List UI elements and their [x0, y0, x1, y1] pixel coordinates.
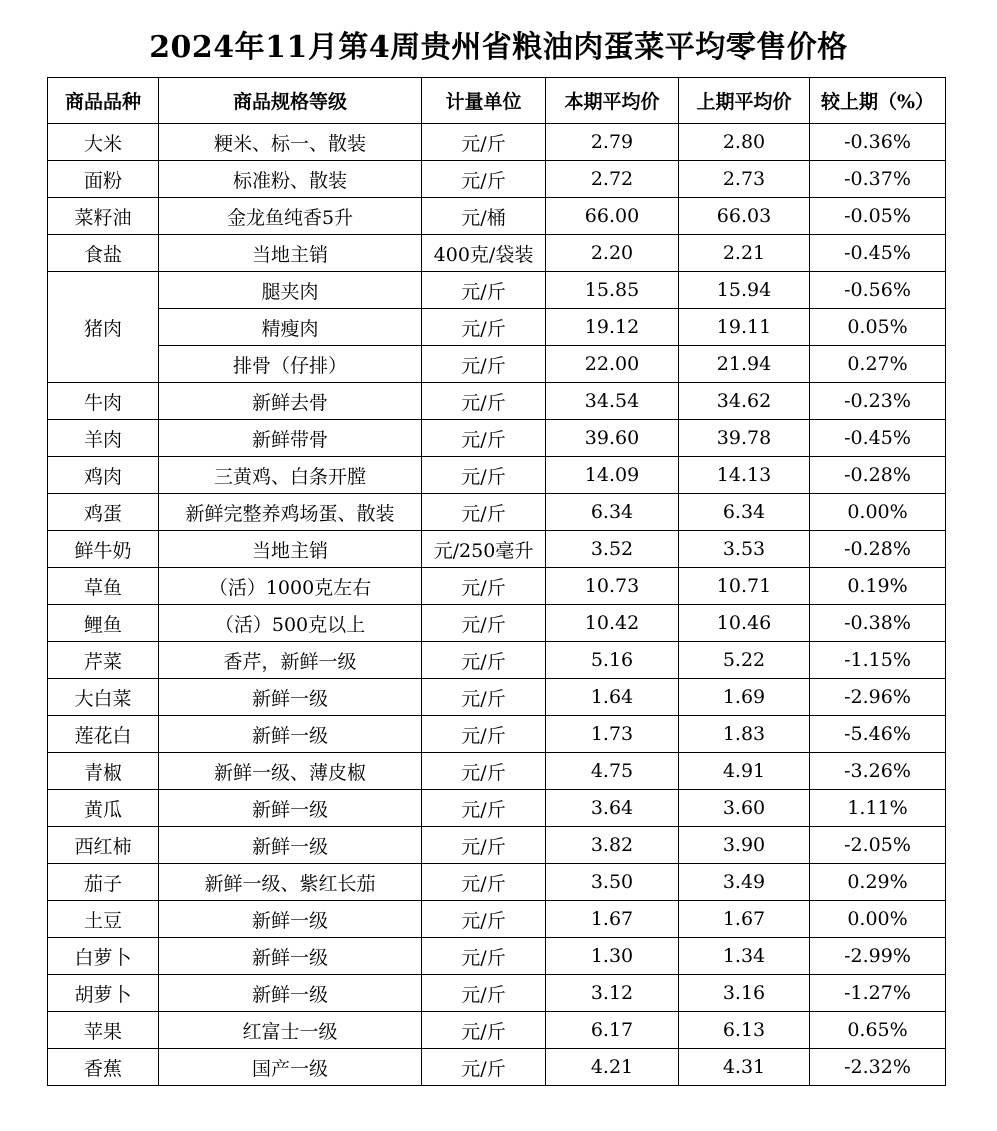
unit-cell: 400克/袋装 [422, 235, 546, 272]
previous-price-cell: 66.03 [679, 198, 810, 235]
table-row [48, 235, 946, 272]
table-row [48, 161, 946, 198]
product-name-cell: 苹果 [48, 1012, 159, 1049]
table-row [48, 864, 946, 901]
change-cell: -2.96% [810, 679, 946, 716]
column-header-name: 商品品种 [48, 78, 159, 124]
table-row [48, 605, 946, 642]
spec-cell: 当地主销 [159, 235, 422, 272]
change-cell: 1.11% [810, 790, 946, 827]
spec-cell: 新鲜一级 [159, 827, 422, 864]
table-row [48, 568, 946, 605]
spec-cell: 粳米、标一、散装 [159, 124, 422, 161]
change-cell: -0.37% [810, 161, 946, 198]
current-price-cell: 10.42 [546, 605, 679, 642]
table-row [48, 457, 946, 494]
previous-price-cell: 5.22 [679, 642, 810, 679]
product-name-cell: 草鱼 [48, 568, 159, 605]
current-price-cell: 3.82 [546, 827, 679, 864]
unit-cell: 元/斤 [422, 790, 546, 827]
table-row [48, 309, 946, 346]
current-price-cell: 1.67 [546, 901, 679, 938]
previous-price-cell: 39.78 [679, 420, 810, 457]
change-cell: 0.00% [810, 901, 946, 938]
previous-price-cell: 6.34 [679, 494, 810, 531]
unit-cell: 元/斤 [422, 753, 546, 790]
unit-cell: 元/斤 [422, 605, 546, 642]
change-cell: -1.27% [810, 975, 946, 1012]
current-price-cell: 1.64 [546, 679, 679, 716]
current-price-cell: 4.75 [546, 753, 679, 790]
unit-cell: 元/斤 [422, 716, 546, 753]
table-row [48, 975, 946, 1012]
current-price-cell: 6.34 [546, 494, 679, 531]
product-name-cell: 黄瓜 [48, 790, 159, 827]
current-price-cell: 1.30 [546, 938, 679, 975]
spec-cell: 标准粉、散装 [159, 161, 422, 198]
product-name-cell: 白萝卜 [48, 938, 159, 975]
header-row [48, 78, 946, 124]
previous-price-cell: 2.80 [679, 124, 810, 161]
table-row [48, 716, 946, 753]
previous-price-cell: 1.67 [679, 901, 810, 938]
unit-cell: 元/斤 [422, 827, 546, 864]
table-row [48, 494, 946, 531]
current-price-cell: 22.00 [546, 346, 679, 383]
unit-cell: 元/斤 [422, 642, 546, 679]
spec-cell: 新鲜一级 [159, 975, 422, 1012]
previous-price-cell: 3.53 [679, 531, 810, 568]
table-body [48, 124, 946, 1086]
previous-price-cell: 3.90 [679, 827, 810, 864]
unit-cell: 元/斤 [422, 346, 546, 383]
change-cell: 0.29% [810, 864, 946, 901]
spec-cell: 新鲜一级 [159, 901, 422, 938]
table-row [48, 198, 946, 235]
current-price-cell: 4.21 [546, 1049, 679, 1086]
previous-price-cell: 10.71 [679, 568, 810, 605]
change-cell: -2.99% [810, 938, 946, 975]
current-price-cell: 6.17 [546, 1012, 679, 1049]
unit-cell: 元/斤 [422, 568, 546, 605]
current-price-cell: 10.73 [546, 568, 679, 605]
current-price-cell: 1.73 [546, 716, 679, 753]
table-row [48, 1049, 946, 1086]
product-name-cell: 牛肉 [48, 383, 159, 420]
product-name-cell: 鸡肉 [48, 457, 159, 494]
unit-cell: 元/250毫升 [422, 531, 546, 568]
current-price-cell: 39.60 [546, 420, 679, 457]
change-cell: -2.32% [810, 1049, 946, 1086]
unit-cell: 元/斤 [422, 494, 546, 531]
previous-price-cell: 1.83 [679, 716, 810, 753]
spec-cell: 新鲜完整养鸡场蛋、散装 [159, 494, 422, 531]
column-header-spec: 商品规格等级 [159, 78, 422, 124]
previous-price-cell: 6.13 [679, 1012, 810, 1049]
spec-cell: 金龙鱼纯香5升 [159, 198, 422, 235]
product-name-cell: 大白菜 [48, 679, 159, 716]
unit-cell: 元/斤 [422, 679, 546, 716]
spec-cell: （活）500克以上 [159, 605, 422, 642]
spec-cell: 香芹，新鲜一级 [159, 642, 422, 679]
current-price-cell: 15.85 [546, 272, 679, 309]
spec-cell: 新鲜一级 [159, 716, 422, 753]
product-name-cell: 羊肉 [48, 420, 159, 457]
previous-price-cell: 2.73 [679, 161, 810, 198]
unit-cell: 元/斤 [422, 161, 546, 198]
spec-cell: 新鲜一级 [159, 679, 422, 716]
change-cell: -3.26% [810, 753, 946, 790]
unit-cell: 元/斤 [422, 1012, 546, 1049]
change-cell: -0.36% [810, 124, 946, 161]
product-name-cell: 鲤鱼 [48, 605, 159, 642]
spec-cell: 精瘦肉 [159, 309, 422, 346]
current-price-cell: 14.09 [546, 457, 679, 494]
page-title: 2024年11月第4周贵州省粮油肉蛋菜平均零售价格 [149, 30, 848, 65]
spec-cell: 新鲜带骨 [159, 420, 422, 457]
column-header-change: 较上期（%） [810, 78, 946, 124]
change-cell: 0.19% [810, 568, 946, 605]
unit-cell: 元/斤 [422, 272, 546, 309]
unit-cell: 元/桶 [422, 198, 546, 235]
product-name-cell: 青椒 [48, 753, 159, 790]
spec-cell: （活）1000克左右 [159, 568, 422, 605]
change-cell: -0.28% [810, 531, 946, 568]
previous-price-cell: 3.60 [679, 790, 810, 827]
product-name-cell: 鸡蛋 [48, 494, 159, 531]
table-row [48, 679, 946, 716]
unit-cell: 元/斤 [422, 975, 546, 1012]
change-cell: 0.05% [810, 309, 946, 346]
table-row [48, 420, 946, 457]
current-price-cell: 2.20 [546, 235, 679, 272]
unit-cell: 元/斤 [422, 901, 546, 938]
table-row [48, 753, 946, 790]
change-cell: -2.05% [810, 827, 946, 864]
spec-cell: 新鲜一级 [159, 790, 422, 827]
previous-price-cell: 3.16 [679, 975, 810, 1012]
change-cell: 0.65% [810, 1012, 946, 1049]
table-row [48, 383, 946, 420]
product-name-cell: 土豆 [48, 901, 159, 938]
product-name-cell: 香蕉 [48, 1049, 159, 1086]
column-header-current: 本期平均价 [546, 78, 679, 124]
change-cell: -0.05% [810, 198, 946, 235]
spec-cell: 当地主销 [159, 531, 422, 568]
change-cell: -1.15% [810, 642, 946, 679]
table-row [48, 790, 946, 827]
change-cell: 0.00% [810, 494, 946, 531]
spec-cell: 国产一级 [159, 1049, 422, 1086]
product-name-cell: 食盐 [48, 235, 159, 272]
table-row [48, 1012, 946, 1049]
column-header-unit: 计量单位 [422, 78, 546, 124]
product-name-cell: 芹菜 [48, 642, 159, 679]
previous-price-cell: 1.34 [679, 938, 810, 975]
product-name-cell: 西红柿 [48, 827, 159, 864]
previous-price-cell: 2.21 [679, 235, 810, 272]
table-row [48, 901, 946, 938]
previous-price-cell: 10.46 [679, 605, 810, 642]
change-cell: 0.27% [810, 346, 946, 383]
unit-cell: 元/斤 [422, 864, 546, 901]
unit-cell: 元/斤 [422, 938, 546, 975]
previous-price-cell: 3.49 [679, 864, 810, 901]
change-cell: -0.28% [810, 457, 946, 494]
spec-cell: 新鲜一级、薄皮椒 [159, 753, 422, 790]
unit-cell: 元/斤 [422, 124, 546, 161]
table-row [48, 346, 946, 383]
unit-cell: 元/斤 [422, 1049, 546, 1086]
table-row [48, 827, 946, 864]
current-price-cell: 3.52 [546, 531, 679, 568]
product-name-cell: 猪肉 [48, 272, 159, 383]
spec-cell: 新鲜一级、紫红长茄 [159, 864, 422, 901]
current-price-cell: 34.54 [546, 383, 679, 420]
change-cell: -0.38% [810, 605, 946, 642]
product-name-cell: 菜籽油 [48, 198, 159, 235]
previous-price-cell: 15.94 [679, 272, 810, 309]
spec-cell: 红富士一级 [159, 1012, 422, 1049]
unit-cell: 元/斤 [422, 309, 546, 346]
product-name-cell: 茄子 [48, 864, 159, 901]
unit-cell: 元/斤 [422, 457, 546, 494]
spec-cell: 新鲜去骨 [159, 383, 422, 420]
spec-cell: 腿夹肉 [159, 272, 422, 309]
previous-price-cell: 4.31 [679, 1049, 810, 1086]
table-row [48, 531, 946, 568]
previous-price-cell: 4.91 [679, 753, 810, 790]
current-price-cell: 3.50 [546, 864, 679, 901]
column-header-previous: 上期平均价 [679, 78, 810, 124]
previous-price-cell: 14.13 [679, 457, 810, 494]
table-row [48, 272, 946, 309]
spec-cell: 排骨（仔排） [159, 346, 422, 383]
table-row [48, 938, 946, 975]
table-row [48, 124, 946, 161]
product-name-cell: 莲花白 [48, 716, 159, 753]
unit-cell: 元/斤 [422, 383, 546, 420]
previous-price-cell: 34.62 [679, 383, 810, 420]
change-cell: -0.45% [810, 420, 946, 457]
current-price-cell: 19.12 [546, 309, 679, 346]
current-price-cell: 2.72 [546, 161, 679, 198]
spec-cell: 新鲜一级 [159, 938, 422, 975]
table-row [48, 642, 946, 679]
previous-price-cell: 19.11 [679, 309, 810, 346]
product-name-cell: 胡萝卜 [48, 975, 159, 1012]
product-name-cell: 面粉 [48, 161, 159, 198]
spec-cell: 三黄鸡、白条开膛 [159, 457, 422, 494]
change-cell: -0.23% [810, 383, 946, 420]
change-cell: -0.56% [810, 272, 946, 309]
product-name-cell: 鲜牛奶 [48, 531, 159, 568]
current-price-cell: 66.00 [546, 198, 679, 235]
product-name-cell: 大米 [48, 124, 159, 161]
price-table [47, 77, 946, 1086]
previous-price-cell: 1.69 [679, 679, 810, 716]
change-cell: -5.46% [810, 716, 946, 753]
current-price-cell: 3.12 [546, 975, 679, 1012]
current-price-cell: 3.64 [546, 790, 679, 827]
change-cell: -0.45% [810, 235, 946, 272]
current-price-cell: 5.16 [546, 642, 679, 679]
current-price-cell: 2.79 [546, 124, 679, 161]
unit-cell: 元/斤 [422, 420, 546, 457]
previous-price-cell: 21.94 [679, 346, 810, 383]
